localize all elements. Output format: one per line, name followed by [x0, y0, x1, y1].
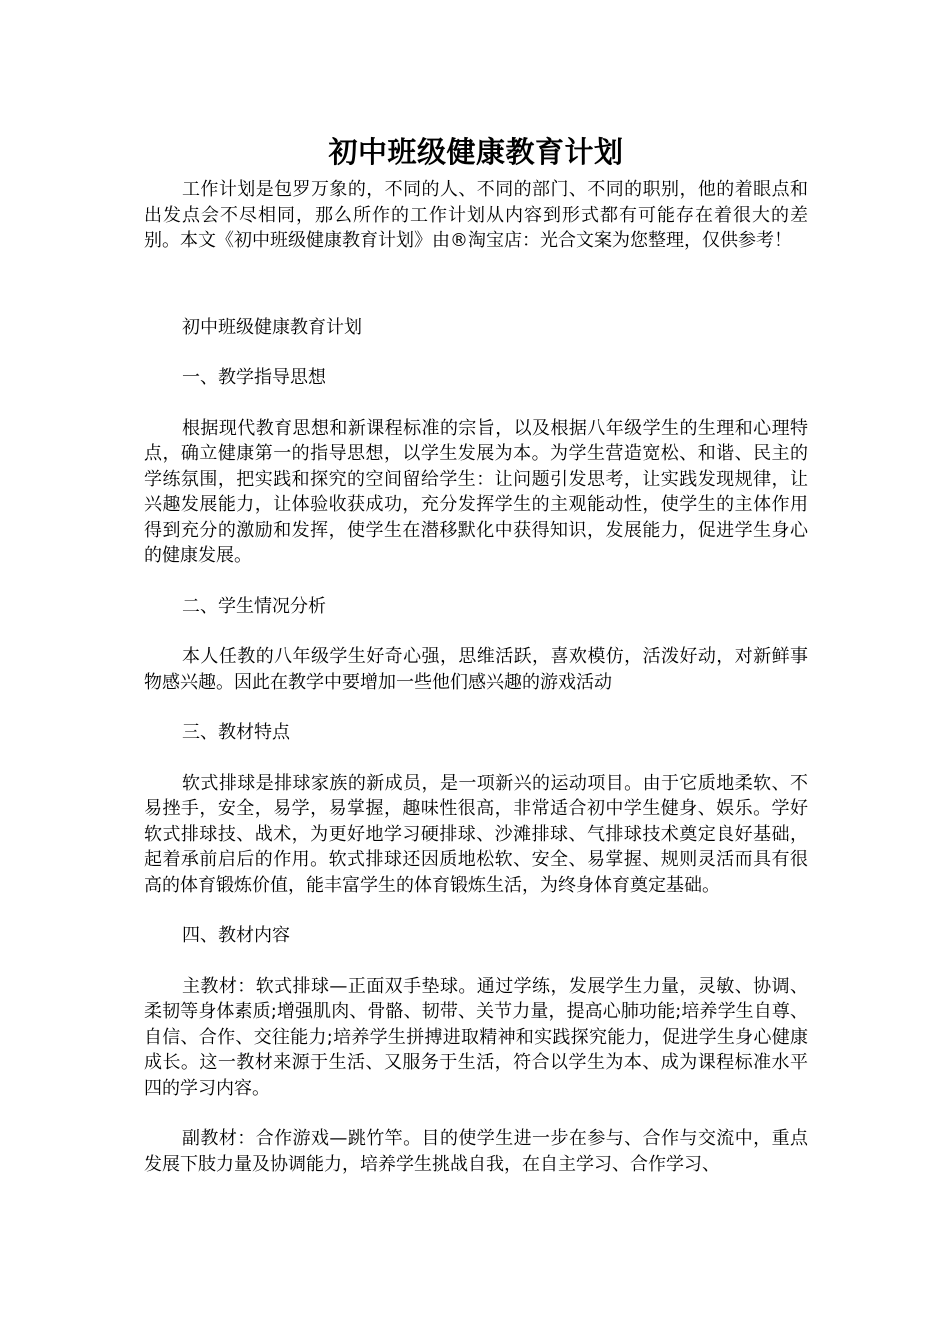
section-heading-material-features: 三、教材特点	[182, 722, 290, 743]
spacer	[144, 254, 808, 315]
document-page	[144, 130, 808, 1177]
section-text-main-material: 主教材：软式排球—正面双手垫球。通过学练，发展学生力量，灵敏、协调、柔韧等身体素质;增强肌肉、骨骼、韧带、关节力量，提高心肺功能;培养学生自尊、自信、合作、交往能力;培养学生拼搏进取精神和实践探究能力，促进学生身心健康成长。这一教材来源于生活、又服务于生活，符合以学生为本、成为课程标准水平四的学习内容。	[144, 975, 808, 1099]
section-text-material-features: 软式排球是排球家族的新成员，是一项新兴的运动项目。由于它质地柔软、不易挫手，安全，易学，易掌握，趣味性很高，非常适合初中学生健身、娱乐。学好软式排球技、战术，为更好地学习硬排球、沙滩排球、气排球技术奠定良好基础，起着承前启后的作用。软式排球还因质地松软、安全、易掌握、规则灵活而具有很高的体育锻炼价值，能丰富学生的体育锻炼生活，为终身体育奠定基础。	[144, 772, 808, 896]
section-heading-teaching-guidance: 一、教学指导思想	[182, 367, 326, 388]
document-subtitle: 初中班级健康教育计划	[182, 316, 362, 338]
document-title: 初中班级健康教育计划	[328, 135, 624, 169]
section-text-secondary-material: 副教材：合作游戏—跳竹竿。目的使学生进一步在参与、合作与交流中，重点发展下肢力量及协调能力，培养学生挑战自我，在自主学习、合作学习、	[144, 1128, 808, 1175]
section-heading-material-content: 四、教材内容	[182, 925, 290, 946]
intro-paragraph: 工作计划是包罗万象的，不同的人、不同的部门、不同的职别，他的着眼点和出发点会不尽相同，那么所作的工作计划从内容到形式都有可能存在着很大的差别。本文《初中班级健康教育计划》由®淘宝店：光合文案为您整理，仅供参考！	[144, 179, 808, 251]
section-heading-student-analysis: 二、学生情况分析	[182, 595, 326, 617]
section-text-student-analysis: 本人任教的八年级学生好奇心强，思维活跃，喜欢模仿，活泼好动，对新鲜事物感兴趣。因此在教学中要增加一些他们感兴趣的游戏活动	[144, 646, 808, 693]
section-text-teaching-guidance: 根据现代教育思想和新课程标准的宗旨，以及根据八年级学生的生理和心理特点，确立健康第一的指导思想，以学生发展为本。为学生营造宽松、和谐、民主的学练氛围，把实践和探究的空间留给学生：让问题引发思考，让实践发现规律，让兴趣发展能力，让体验收获成功，充分发挥学生的主观能动性，使学生的主体作用得到充分的激励和发挥，使学生在潜移默化中获得知识，发展能力，促进学生身心的健康发展。	[144, 417, 808, 566]
